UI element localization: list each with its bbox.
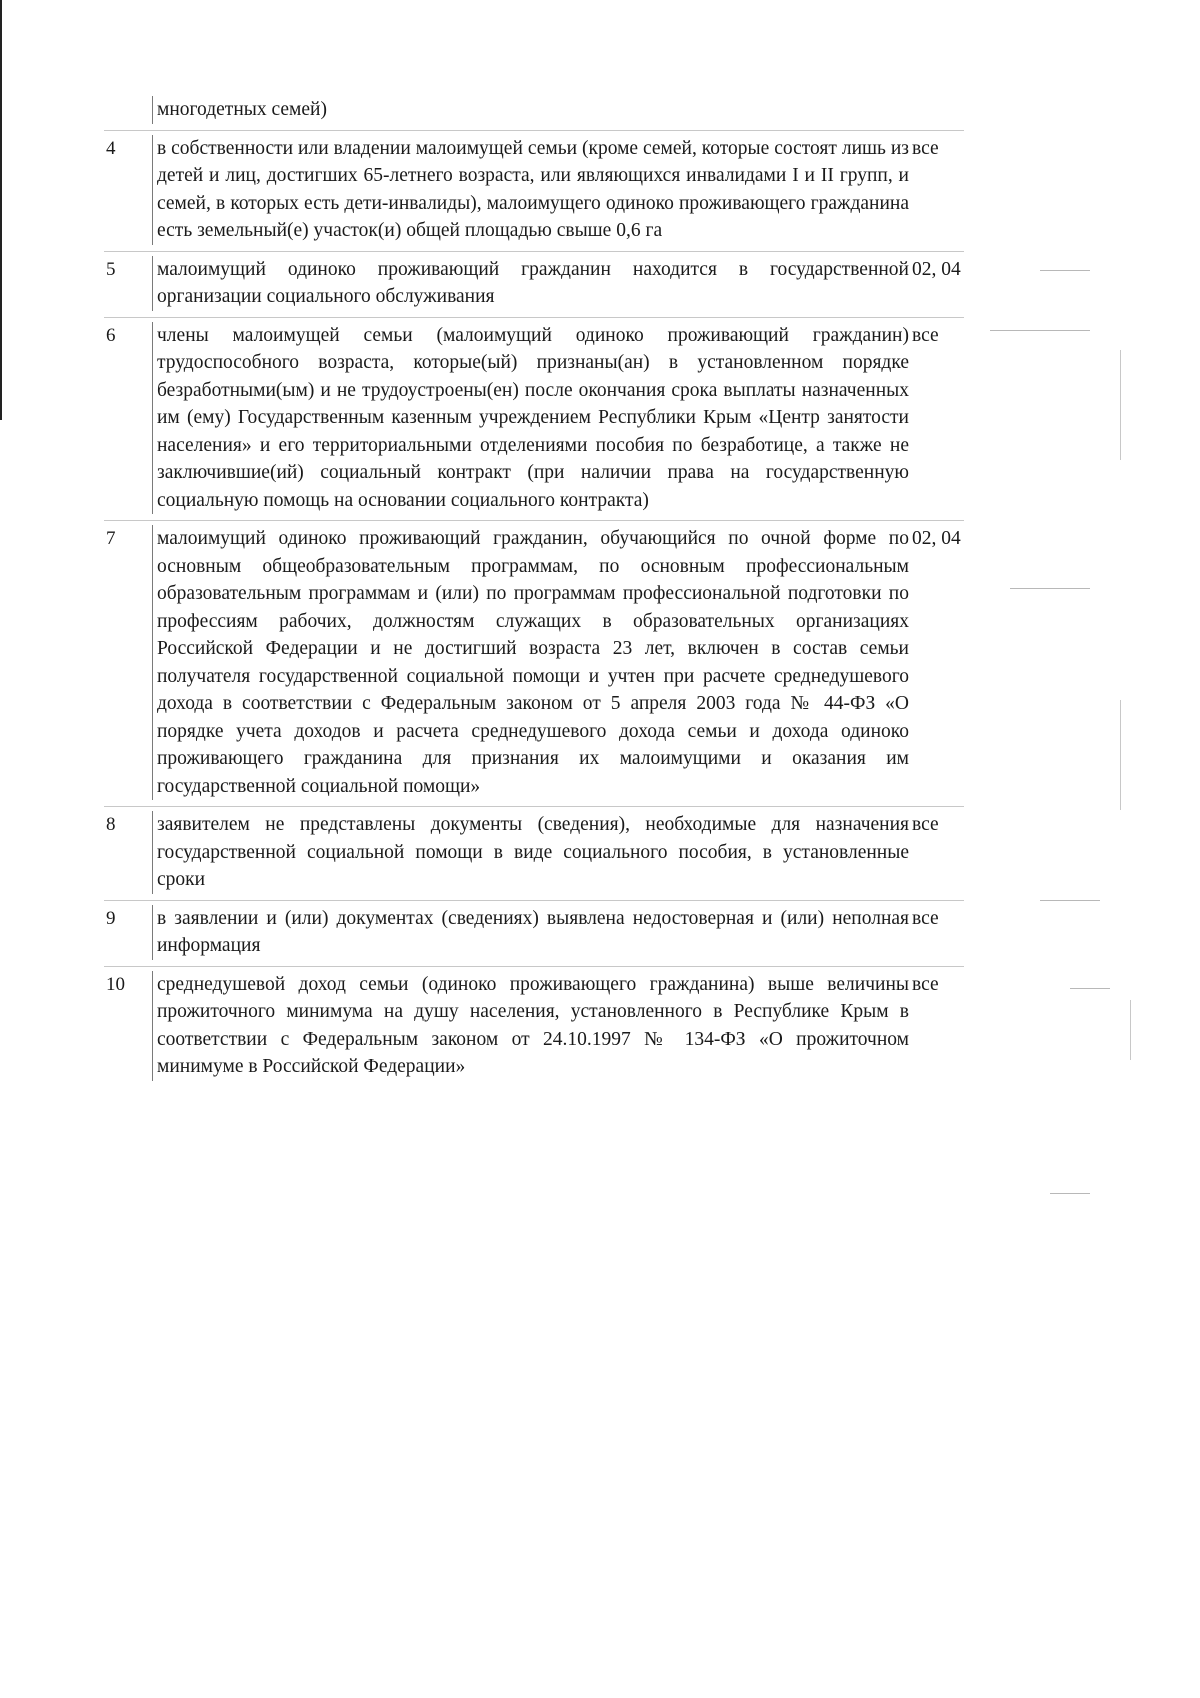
scan-artifact [1120,700,1121,810]
scan-artifact [1050,1193,1090,1194]
row-number [104,96,152,124]
row-number: 7 [106,528,116,549]
scan-artifact [1040,270,1090,271]
row-text: многодетных семей) [152,96,909,124]
row-text: в собственности или владении малоимущей семьи (кроме семей, которые состоят лишь из детей и лиц, достигших 65-летнего возраста, или являющихся инвалидами I и II групп, и семей, в которых есть дети-инвалиды), малоимущего одиноко проживающего гражданина есть земельный(е) участок(и) общей площадью свыше 0,6 га [152,135,909,245]
scan-artifact [1070,988,1110,989]
row-grounds: все [912,973,939,995]
row-number: 8 [106,814,116,835]
row-number: 4 [106,137,116,159]
scan-artifact [1010,588,1090,589]
row-grounds: все [912,324,939,346]
row-number: 9 [106,907,116,929]
row-number: 10 [106,973,125,995]
row-number: 6 [106,324,116,346]
table-row [104,900,964,966]
table-row [104,520,964,806]
scan-artifact [1120,350,1121,460]
row-grounds: все [912,814,939,835]
scan-artifact [1040,900,1100,901]
row-number: 5 [106,258,116,280]
row-grounds [909,96,962,124]
table-row [104,966,964,1087]
row-grounds: все [912,907,939,929]
row-grounds: все [912,137,939,159]
table-row [104,806,964,900]
scan-artifact [1130,1000,1131,1060]
row-text: в заявлении и (или) документах (сведениях) выявлена недостоверная и (или) неполная информация [152,905,909,960]
row-text: малоимущий одиноко проживающий гражданин, обучающийся по очной форме по основным общеобразовательным программам, по основным профессиональным образовательным программам и (или) по программам профессиональной подготовки по профессиям рабочих, должностям служащих в образовательных организациях Российской Федерации и не достигший возраста 23 лет, включен в состав семьи получателя государственной социальной помощи и учтен при расчете среднедушевого дохода в соответствии с Федеральным законом от 5 апреля 2003 года № 44-ФЗ «О порядке учета доходов и расчета среднедушевого дохода семьи и дохода одиноко проживающего гражданина для признания их малоимущими и оказания им государственной социальной помощи» [152,525,909,800]
row-text: заявителем не представлены документы (сведения), необходимые для назначения государственной социальной помощи в виде социального пособия, в установленные сроки [152,811,909,894]
scan-artifact [990,330,1090,331]
row-grounds: 02, 04 [912,528,961,549]
table-row [104,130,964,251]
row-text: члены малоимущей семьи (малоимущий одиноко проживающий гражданин) трудоспособного возраста, которые(ый) признаны(ан) в установленном порядке безработными(ым) и не трудоустроены(ен) после окончания срока выплаты назначенных им (ему) Государственным казенным учреждением Республики Крым «Центр занятости населения» и его территориальными отделениями пособия по безработице, а также не заключившие(ий) социальный контракт (при наличии права на государственную социальную помощь на основании социального контракта) [152,322,909,515]
scan-edge-mark [0,0,2,420]
row-text: малоимущий одиноко проживающий гражданин находится в государственной организации социального обслуживания [152,256,909,311]
table-row [104,251,964,317]
table-row [104,317,964,521]
table-row [104,92,964,130]
grounds-table [104,92,964,1087]
row-grounds: 02, 04 [912,258,961,280]
row-text: среднедушевой доход семьи (одиноко проживающего гражданина) выше величины прожиточного минимума на душу населения, установленного в Республике Крым в соответствии с Федеральным законом от 24.10.1997 № 134-ФЗ «О прожиточном минимуме в Российской Федерации» [152,971,909,1081]
